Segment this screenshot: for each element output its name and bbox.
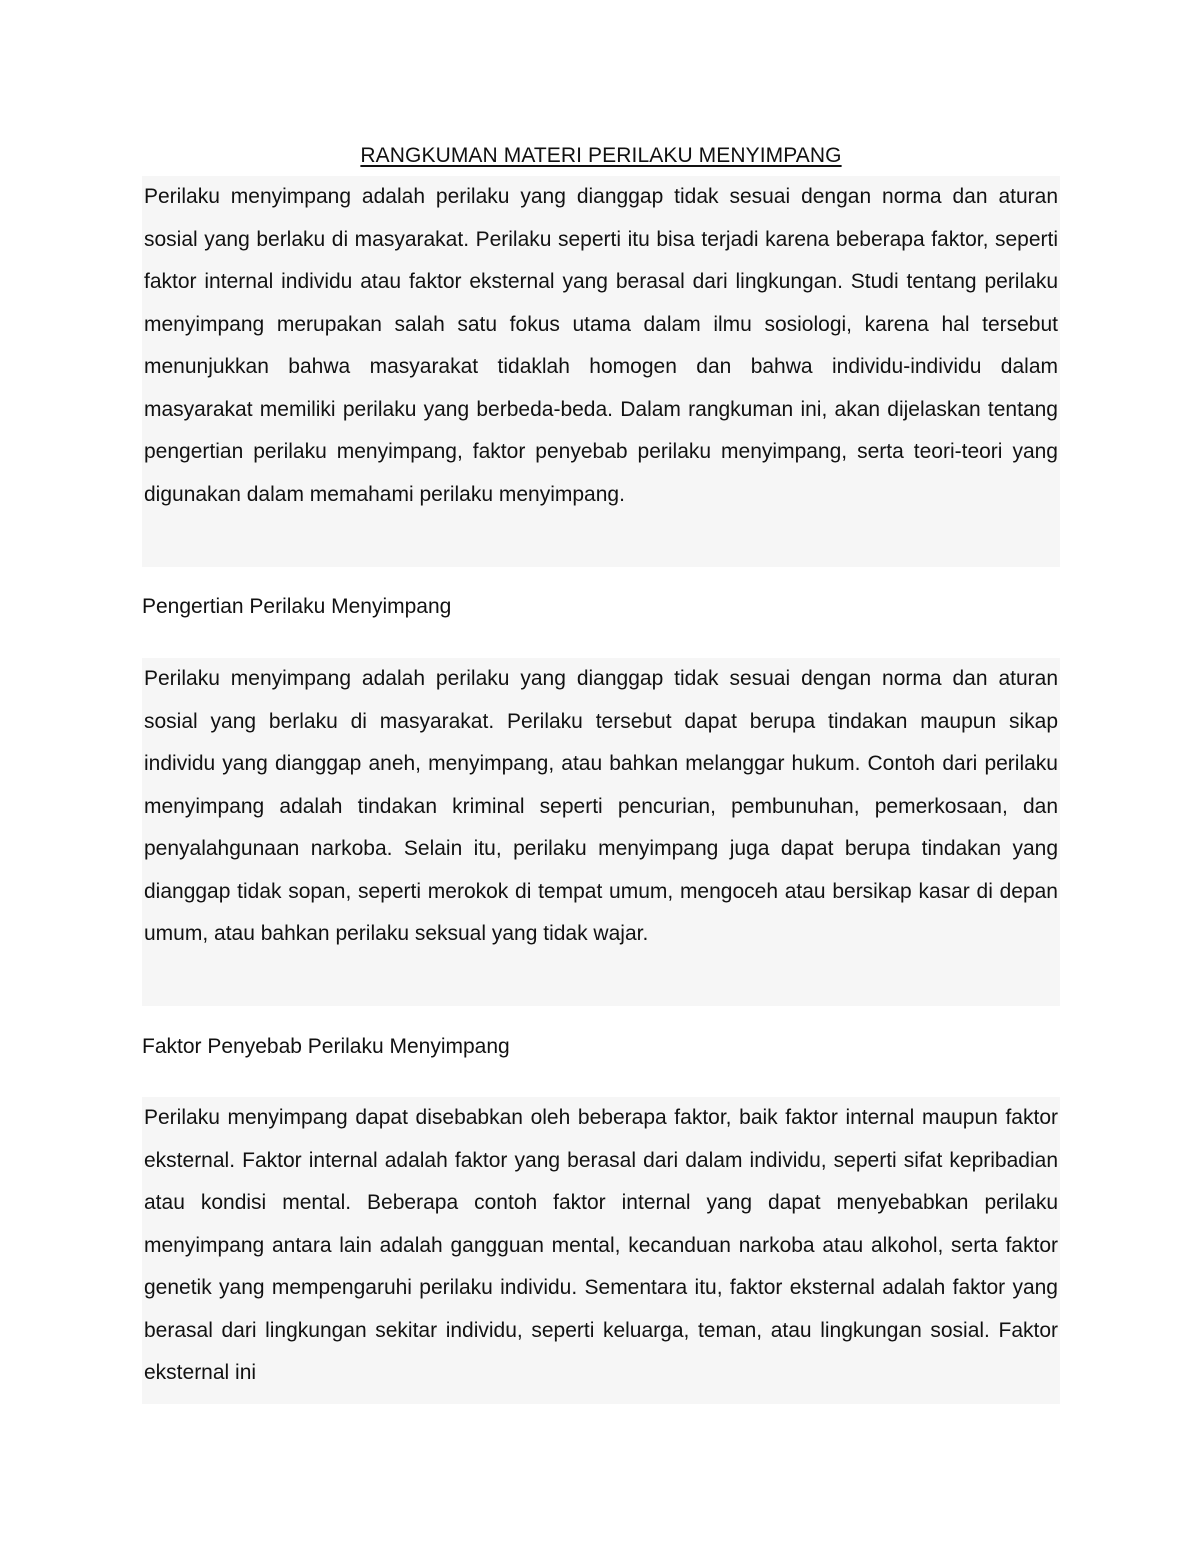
section-heading-faktor: Faktor Penyebab Perilaku Menyimpang	[142, 1035, 510, 1058]
section-paragraph-pengertian: Perilaku menyimpang adalah perilaku yang dianggap tidak sesuai dengan norma dan aturan sosial yang berlaku di masyarakat. Perilaku tersebut dapat berupa tindakan maupun sikap individu yang dianggap aneh, menyimpang, atau bahkan melanggar hukum. Contoh dari perilaku menyimpang adalah tindakan kriminal seperti pencurian, pembunuhan, pemerkosaan, dan penyalahgunaan narkoba. Selain itu, perilaku menyimpang juga dapat berupa tindakan yang dianggap tidak sopan, seperti merokok di tempat umum, mengoceh atau bersikap kasar di depan umum, atau bahkan perilaku seksual yang tidak wajar.	[142, 658, 1060, 1006]
section-paragraph-faktor: Perilaku menyimpang dapat disebabkan oleh beberapa faktor, baik faktor internal maupun faktor eksternal. Faktor internal adalah faktor yang berasal dari dalam individu, seperti sifat kepribadian atau kondisi mental. Beberapa contoh faktor internal yang dapat menyebabkan perilaku menyimpang antara lain adalah gangguan mental, kecanduan narkoba atau alkohol, serta faktor genetik yang mempengaruhi perilaku individu. Sementara itu, faktor eksternal adalah faktor yang berasal dari lingkungan sekitar individu, seperti keluarga, teman, atau lingkungan sosial. Faktor eksternal ini	[142, 1097, 1060, 1404]
document-title: RANGKUMAN MATERI PERILAKU MENYIMPANG	[360, 144, 842, 167]
section-heading-pengertian: Pengertian Perilaku Menyimpang	[142, 595, 452, 618]
intro-paragraph: Perilaku menyimpang adalah perilaku yang dianggap tidak sesuai dengan norma dan aturan sosial yang berlaku di masyarakat. Perilaku seperti itu bisa terjadi karena beberapa faktor, seperti faktor internal individu atau faktor eksternal yang berasal dari lingkungan. Studi tentang perilaku menyimpang merupakan salah satu fokus utama dalam ilmu sosiologi, karena hal tersebut menunjukkan bahwa masyarakat tidaklah homogen dan bahwa individu-individu dalam masyarakat memiliki perilaku yang berbeda-beda. Dalam rangkuman ini, akan dijelaskan tentang pengertian perilaku menyimpang, faktor penyebab perilaku menyimpang, serta teori-teori yang digunakan dalam memahami perilaku menyimpang.	[142, 176, 1060, 567]
